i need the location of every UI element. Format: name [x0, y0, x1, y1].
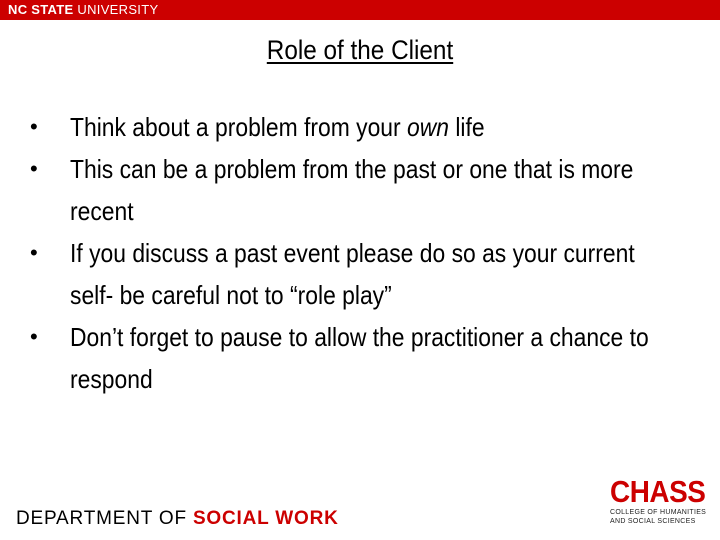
university-logo: NC STATE UNIVERSITY [8, 2, 159, 17]
bullet-text: life [448, 112, 485, 142]
bullet-icon: • [30, 324, 38, 349]
bullet-item [28, 232, 688, 316]
bullet-icon: • [30, 114, 38, 139]
bullet-list [28, 106, 688, 400]
chass-subtitle-line2: AND SOCIAL SCIENCES [610, 518, 696, 525]
bullet-item [28, 316, 688, 400]
bullet-text: If you discuss a past event please do so as your current self- be careful not to “role play” [70, 238, 635, 310]
chass-subtitle-line1: COLLEGE OF HUMANITIES [610, 509, 707, 516]
slide-title: Role of the Client [266, 35, 454, 65]
bullet-emphasis: own [407, 112, 449, 142]
department-label [16, 508, 339, 530]
bullet-item [28, 106, 688, 148]
bullet-icon: • [30, 156, 38, 181]
chass-logo [610, 476, 710, 526]
university-banner [0, 0, 720, 20]
bullet-text: Don’t forget to pause to allow the practitioner a chance to respond [70, 322, 649, 394]
chass-wordmark: CHASS [610, 474, 706, 509]
bullet-icon: • [30, 240, 38, 265]
department-prefix: DEPARTMENT OF [16, 508, 193, 529]
bullet-text: This can be a problem from the past or one that is more recent [70, 154, 634, 226]
department-name: SOCIAL WORK [192, 508, 339, 529]
bullet-item [28, 148, 688, 232]
bullet-text: Think about a problem from your [70, 112, 408, 142]
